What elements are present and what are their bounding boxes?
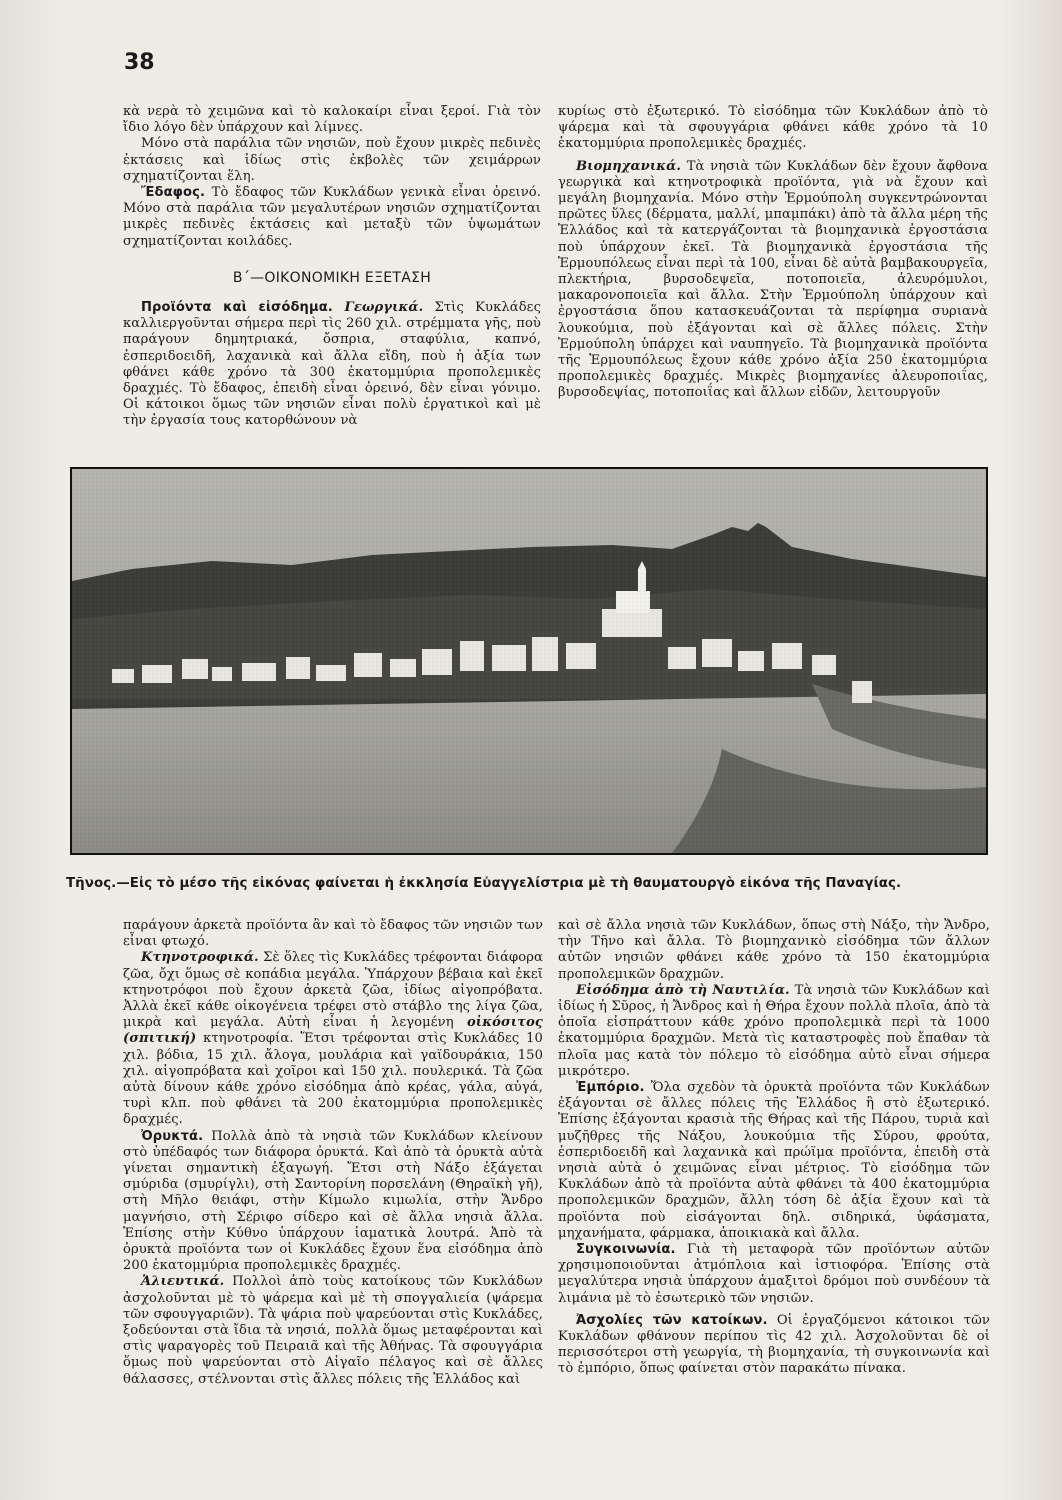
livestock-text-2: κτηνοτροφία. Ἔτσι τρέφονται στὶς Κυκλάδες 10 χιλ. βόδια, 15 χιλ. ἄλογα, μουλάρια καὶ γαϊδουράκια, 150 χιλ. αἰγοπρόβατα καὶ χοῖροι καὶ 150 χιλ. πουλερικά. Τὰ ζῶα αὐτὰ δίνουν κάθε χρόνο εἰσόδημα ἀπὸ κρέας, γάλα, αὐγά, τυρὶ κλπ. ποὺ φθάνει τὰ 200 ἑκατομμύρια προπολεμικὲς δραχμές. xyxy=(123,1031,543,1128)
paragraph-agriculture xyxy=(123,300,541,430)
page-number: 38 xyxy=(124,50,155,75)
paragraph-industry-other: καὶ σὲ ἄλλα νησιὰ τῶν Κυκλάδων, ὅπως στὴ Νάξο, τὴν Ἄνδρο, τὴν Τῆνο καὶ ἄλλα. Τὸ βιομηχανικὸ εἰσόδημα τῶν ἄλλων αὐτῶν νησιῶν φθάνει κάθε χρόνο τὰ 150 ἑκατομμύρια προπολεμικῶν δραχμῶν. xyxy=(558,918,990,982)
shipping-text: Τὰ νησιὰ τῶν Κυκλάδων καὶ ἰδίως ἡ Σῦρος, ἡ Ἄνδρος καὶ ἡ Θήρα ἔχουν πολλὰ πλοῖα, ἀπὸ τὰ ὁποῖα εἰσπράττουν κάθε χρόνο προπολεμικὰ περὶ τὰ 1000 ἑκατομμύρια δραχμῶν. Μετὰ τὶς καταστροφὲς ποὺ ἔπαθαν τὰ πλοῖα μας κατὰ τὸν πόλεμο τὸ εἰσόδημα αὐτὸ εἶναι σήμερα μικρότερο. xyxy=(558,982,990,1079)
shipping-heading: Εἰσόδημα ἀπὸ τὴ Ναυτιλία. xyxy=(576,982,790,998)
paragraph-poor-soil: παράγουν ἀρκετὰ προϊόντα ἂν καὶ τὸ ἔδαφος τῶν νησιῶν των εἶναι φτωχό. xyxy=(123,918,544,950)
column-bottom-left xyxy=(123,918,543,1388)
tinos-photo xyxy=(70,467,988,855)
paragraph-fishing xyxy=(123,1274,543,1387)
transport-text: Γιὰ τὴ μεταφορὰ τῶν προϊόντων αὐτῶν χρησιμοποιοῦνται ἀτμόπλοια καὶ ἱστιοφόρα. Ἐπίσης στὰ μεγαλύτερα νησιὰ ὑπάρχουν ἁμαξιτοὶ δρόμοι ποὺ συνδέουν τὰ λιμάνια μὲ τὸ ἐσωτερικὸ τῶν νησιῶν. xyxy=(558,1242,990,1306)
caption-text: —Εἰς τὸ μέσο τῆς εἰκόνας φαίνεται ἡ ἐκκλησία Εὐαγγελίστρια μὲ τὴ θαυματουργὸ εἰκόνα τῆς Παναγίας. xyxy=(116,876,902,891)
terrain-heading: Ἔδαφος. xyxy=(141,185,206,201)
trade-heading: Ἐμπόριο. xyxy=(576,1080,645,1096)
column-top-left xyxy=(123,104,541,430)
caption-lead: Τῆνος. xyxy=(66,876,117,891)
tinos-landscape-image xyxy=(72,469,986,853)
column-bottom-right xyxy=(558,918,990,1378)
products-heading: Προϊόντα καὶ εἰσόδημα. xyxy=(141,300,333,316)
trade-text: Ὅλα σχεδὸν τὰ ὀρυκτὰ προϊόντα τῶν Κυκλάδων ἐξάγονται σὲ ἄλλες πόλεις τῆς Ἑλλάδος ἢ στὸ ἐξωτερικό. Ἐπίσης ἐξάγονται κρασιὰ τῆς Θήρας καὶ τῆς Πάρου, τυριὰ καὶ μυζῆθρες τῆς Νάξου, λουκούμια τῆς Σύρου, φρούτα, ἐσπεριδοειδῆ καὶ λαχανικὰ καὶ πρώϊμα προϊόντα, ἐπειδὴ στὰ νησιὰ αὐτὰ ὁ χειμῶνας εἶναι μέτριος. Τὸ εἰσόδημα τῶν Κυκλάδων ἀπὸ τὰ προϊόντα αὐτὰ φθάνει τὰ 400 ἑκατομμύρια προπολεμικῶν δραχμῶν, ἄλλη τόση δὲ ἀξία ἔχουν καὶ τὰ προϊόντα ποὺ εἰσάγονται δηλ. σιδηρικά, ὑφάσματα, μηχανήματα, φάρμακα, ἀποικιακὰ καὶ ἄλλα. xyxy=(558,1080,990,1241)
paragraph-minerals xyxy=(123,1129,543,1275)
paragraph-industry xyxy=(558,159,988,402)
livestock-term: οἰκόσιτος (σπιτική) xyxy=(123,1015,543,1047)
terrain-text: Τὸ ἔδαφος τῶν Κυκλάδων γενικὰ εἶναι ὀρεινό. Μόνο στὰ παράλια τῶν μεγαλυτέρων νησιῶν σχηματίζονται μικρὲς πεδινὲς ἐκτάσεις καὶ μεταξὺ τῶν ὑψωμάτων σχηματίζονται κοιλάδες. xyxy=(123,185,541,249)
paragraph-occupations xyxy=(558,1313,990,1378)
paragraph-terrain xyxy=(123,185,541,250)
agriculture-text: Στὶς Κυκλάδες καλλιεργοῦνται σήμερα περὶ τὶς 260 χιλ. στρέμματα γῆς, ποὺ παράγουν δημητριακά, ὄσπρια, σταφύλια, καπνό, ἐσπεριδοειδῆ, λαχανικὰ καὶ ἄλλα εἴδη, ποὺ ἡ ἀξία των φθάνει κάθε χρόνο τὰ 300 ἑκατομμύρια προπολεμικὲς δραχμές. Τὸ ἔδαφος, ἐπειδὴ εἶναι ὀρεινό, δὲν εἶναι γόνιμο. Οἱ κάτοικοι ὅμως τῶν νησιῶν εἶναι πολὺ ἐργατικοὶ καὶ μὲ τὴν ἐργασία τους κατορθώνουν νὰ xyxy=(123,300,541,429)
industry-heading: Βιομηχανικά. xyxy=(576,158,681,174)
paragraph-rivers: κὰ νερὰ τὸ χειμῶνα καὶ τὸ καλοκαίρι εἶναι ξεροί. Γιὰ τὸν ἴδιο λόγο δὲν ὑπάρχουν καὶ λίμνες. xyxy=(123,104,541,136)
occupations-text: Οἱ ἐργαζόμενοι κάτοικοι τῶν Κυκλάδων φθάνουν περίπου τὶς 42 χιλ. Ἀσχολοῦνται δὲ οἱ περισσότεροι στὴ γεωργία, τὴ βιομηχανία, τὴ συγκοινωνία καὶ τὸ ἐμπόριο, ὅπως φαίνεται στὸν παρακάτω πίνακα. xyxy=(558,1312,990,1377)
paragraph-transport xyxy=(558,1242,990,1307)
industry-text: Τὰ νησιὰ τῶν Κυκλάδων δὲν ἔχουν ἄφθονα γεωργικὰ καὶ κτηνοτροφικὰ προϊόντα, γιὰ νὰ ἔχουν καὶ μεγάλη βιομηχανία. Μόνο στὴν Ἑρμούπολη συγκεντρώνονται πρῶτες ὕλες (δέρματα, μαλλί, μπαμπάκι) ἀπὸ τὰ ἄλλα μέρη τῆς Ἑλλάδος καὶ τὰ κατεργάζονται τὰ βιομηχανικὰ ἐργοστάσια ποὺ ὑπάρχουν ἐκεῖ. Τὰ βιομηχανικὰ ἐργοστάσια τῆς Ἑρμουπόλεως εἶναι περὶ τὰ 100, εἶναι δὲ αὐτὰ βαμβακουργεῖα, πλεκτήρια, βυρσοδεψεῖα, ποτοποιεῖα, ἀλευρόμυλοι, μακαρονοποιεῖα καὶ ἄλλα. Στὴν Ἑρμούπολη ὑπάρχουν καὶ ἐργοστάσια ὅπου κατασκευάζονται τὰ περίφημα συριανὰ λουκούμια, ποὺ ἐξάγονται καὶ σὲ ἄλλες πόλεις. Στὴν Ἑρμούπολη ὑπάρχει καὶ ναυπηγεῖο. Τὰ βιομηχανικὰ προϊόντα τῆς Ἑρμουπόλεως ἔχουν κάθε χρόνο ἀξία 250 ἑκατομμύρια προπολεμικὲς δραχμές. Μικρὲς βιομηχανίες ἀλευροποιΐας, βυρσοδεψίας, ποτοποιΐας καὶ ἄλλων εἰδῶν, λειτουργοῦν xyxy=(558,158,988,401)
livestock-heading: Κτηνοτροφικά. xyxy=(141,950,259,966)
paragraph-marshes: Μόνο στὰ παράλια τῶν νησιῶν, ποὺ ἔχουν μικρὲς πεδινὲς ἐκτάσεις καὶ ἰδίως στὶς ἐκβολὲς τῶν χειμάρρων σχηματίζονται ἕλη. xyxy=(123,136,541,184)
paragraph-shipping xyxy=(558,983,990,1080)
section-title: Β΄—ΟΙΚΟΝΟΜΙΚΗ ΕΞΕΤΑΣΗ xyxy=(232,269,432,286)
minerals-heading: Ὀρυκτά. xyxy=(141,1128,204,1144)
agriculture-subheading: Γεωργικά. xyxy=(332,300,424,316)
fishing-heading: Ἁλιευτικά. xyxy=(141,1274,225,1290)
paragraph-trade xyxy=(558,1080,990,1242)
paragraph-fishing-income: κυρίως στὸ ἐξωτερικό. Τὸ εἰσόδημα τῶν Κυκλάδων ἀπὸ τὸ ψάρεμα καὶ τὰ σφουγγάρια φθάνει κάθε χρόνο τὰ 10 ἑκατομμύρια προπολεμικὲς δραχμές. xyxy=(558,104,988,152)
minerals-text: Πολλὰ ἀπὸ τὰ νησιὰ τῶν Κυκλάδων κλείνουν στὸ ὑπέδαφός των διάφορα ὀρυκτά. Καὶ ἀπὸ τὰ ὀρυκτὰ αὐτὰ γίνεται σημαντικὴ ἐξαγωγή. Ἔτσι στὴ Νάξο ἐξάγεται σμύριδα (σμυρίγλι), στὴ Σαντορίνη πορσελάνη (Θηραϊκὴ γῆ), στὴ Μῆλο θειάφι, στὴν Κίμωλο κιμωλία, στὴν Ἄνδρο μαγνήσιο, στὴ Σέριφο σίδερο καὶ σὲ ἄλλα νησιὰ ἄλλα. Ἐπίσης στὴν Κύθνο ὑπάρχουν ἰαματικὰ λουτρά. Ἀπὸ τὰ ὀρυκτὰ προϊόντα των οἱ Κυκλάδες ἔχουν ἕνα εἰσόδημα ἀπὸ 200 ἑκατομμύρια προπολεμικὲς δραχμές. xyxy=(123,1128,543,1274)
transport-heading: Συγκοινωνία. xyxy=(576,1242,676,1258)
livestock-text: Σὲ ὅλες τὶς Κυκλάδες τρέφονται διάφορα ζῶα, ὄχι ὅμως σὲ κοπάδια μεγάλα. Ὑπάρχουν βέβαια καὶ ἐκεῖ κτηνοτρόφοι ποὺ ἔχουν ἀρκετὰ ζῶα, ἰδίως αἰγοπρόβατα. Ἀλλὰ ἐκεῖ κάθε οἰκογένεια τρέφει στὸ στάβλο της λίγα ζῶα, μικρὰ καὶ μεγάλα. Αὐτὴ εἶναι ἡ λεγομένη xyxy=(123,950,543,1031)
photo-caption xyxy=(66,876,996,891)
occupations-heading: Ἀσχολίες τῶν κατοίκων. xyxy=(576,1312,768,1328)
column-top-right xyxy=(558,104,988,402)
fishing-text: Πολλοὶ ἀπὸ τοὺς κατοίκους τῶν Κυκλάδων ἀσχολοῦνται μὲ τὸ ψάρεμα καὶ μὲ τὴ σπογγαλιεία (ψάρεμα τῶν σφουγγαριῶν). Τὰ ψάρια ποὺ ψαρεύονται στὶς Κυκλάδες, ξοδεύονται στὰ ἴδια τὰ νησιά, πολλὰ ὅμως μεταφέρονται καὶ στὶς ψαραγορὲς τοῦ Πειραιᾶ καὶ τῆς Ἀθήνας. Τὰ σφουγγάρια ὅμως ποὺ ψαρεύονται στὸ Αἰγαῖο πέλαγος καὶ σὲ ἄλλες θάλασσες, στέλνονται στὶς ἄλλες πόλεις τῆς Ἑλλάδος καὶ xyxy=(123,1274,543,1387)
paragraph-livestock xyxy=(123,950,543,1128)
